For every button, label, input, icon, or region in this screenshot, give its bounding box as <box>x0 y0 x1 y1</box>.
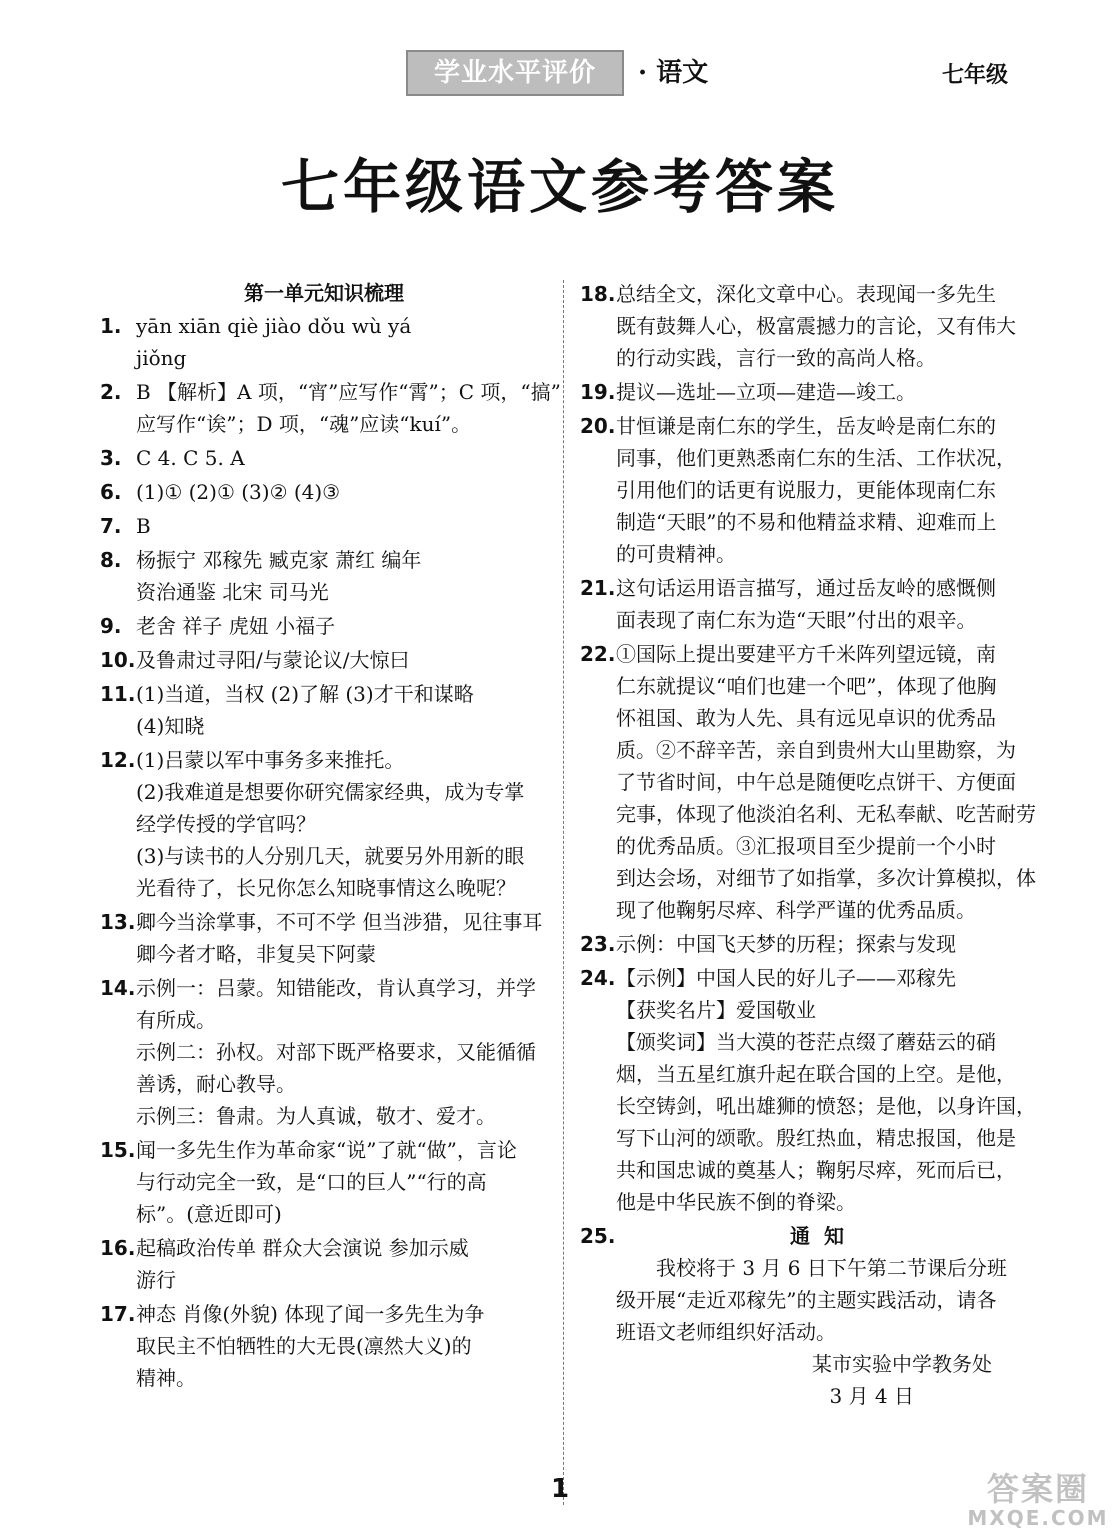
answer-number: 16. <box>100 1236 136 1260</box>
answer-number: 3. <box>100 446 122 470</box>
answer-item <box>580 572 1032 636</box>
answer-line: 【获奖名片】爱国敬业 <box>616 998 816 1022</box>
answer-number: 10. <box>100 648 136 672</box>
right-answer-list <box>580 278 1036 1218</box>
answer-line: 取民主不怕牺牲的大无畏(凛然大义)的 <box>136 1334 472 1358</box>
answer-line: (2)我难道是想要你研究儒家经典，成为专掌 <box>136 780 525 804</box>
answer-line: 他是中华民族不倒的脊梁。 <box>616 1190 856 1214</box>
answer-item <box>100 1232 548 1296</box>
answer-line: 怀祖国、敢为人先、具有远见卓识的优秀品 <box>616 706 996 730</box>
answer-item <box>100 906 548 970</box>
answer-number: 21. <box>580 576 616 600</box>
answer-number: 17. <box>100 1302 136 1326</box>
answer-line: 面表现了南仁东为造“天眼”付出的艰辛。 <box>616 608 977 632</box>
answer-line: B <box>136 514 151 538</box>
notice-line: 我校将于 3 月 6 日下午第二节课后分班 <box>656 1256 1007 1280</box>
answer-item <box>100 476 548 508</box>
answer-number: 12. <box>100 748 136 772</box>
answer-line: 的行动实践，言行一致的高尚人格。 <box>616 346 936 370</box>
answer-line: 光看待了，长兄你怎么知晓事情这么晚呢？ <box>136 876 516 900</box>
left-column <box>100 278 561 1396</box>
answer-line: 仁东就提议“咱们也建一个吧”，体现了他胸 <box>616 674 997 698</box>
answer-item <box>100 1134 548 1230</box>
answer-item <box>100 1298 548 1394</box>
answer-line: 长空铸剑，吼出雄狮的愤怒；是他，以身许国， <box>616 1094 1036 1118</box>
answer-line: 既有鼓舞人心，极富震撼力的言论，又有伟大 <box>616 314 1016 338</box>
answer-line: 杨振宁 邓稼先 臧克家 萧红 编年 <box>136 548 422 572</box>
answer-line: C 4. C 5. A <box>136 446 245 470</box>
answer-line: 制造“天眼”的不易和他精益求精、迎难而上 <box>616 510 997 534</box>
watermark-logo-text: 答案圈 <box>986 1470 1089 1508</box>
notice-line: 班语文老师组织好活动。 <box>616 1320 836 1344</box>
answer-number: 15. <box>100 1138 136 1162</box>
answer-line: 写下山河的颂歌。殷红热血，精忠报国，他是 <box>616 1126 1016 1150</box>
answer-number: 25. <box>580 1224 616 1248</box>
notice-signature: 某市实验中学教务处 <box>812 1352 992 1376</box>
answer-line: 资治通鉴 北宋 司马光 <box>136 580 329 604</box>
answer-number: 22. <box>580 642 616 666</box>
answer-number: 18. <box>580 282 616 306</box>
answer-line: 神态 肖像(外貌) 体现了闻一多先生为争 <box>136 1302 485 1326</box>
series-badge: 学业水平评价 <box>406 50 624 96</box>
page-title: 七年级语文参考答案 <box>280 153 839 221</box>
answer-item <box>580 638 1036 926</box>
answer-line: 善诱，耐心教导。 <box>136 1072 296 1096</box>
answer-line: 及鲁肃过寻阳/与蒙论议/大惊曰 <box>136 648 410 672</box>
answer-number: 20. <box>580 414 616 438</box>
answer-line: ①国际上提出要建平方千米阵列望远镜，南 <box>616 642 996 666</box>
answer-line: 起稿政治传单 群众大会演说 参加示威 <box>136 1236 469 1260</box>
answer-line: yān xiān qiè jiào dǒu wù yá <box>136 314 412 338</box>
answer-line: 有所成。 <box>136 1008 216 1032</box>
subject-label: · 语文 <box>638 58 709 88</box>
answer-line: 卿今当涂掌事，不可不学 但当涉猎，见往事耳 <box>136 910 543 934</box>
answer-item <box>100 744 548 904</box>
answer-item-notice <box>580 1220 1032 1412</box>
answer-number: 2. <box>100 380 122 404</box>
answer-line: 示例一：吕蒙。知错能改，肯认真学习，并学 <box>136 976 536 1000</box>
answer-line: 完事，体现了他淡泊名利、无私奉献、吃苦耐劳 <box>616 802 1036 826</box>
answer-line: 应写作“诶”；D 项，“魂”应读“kuí”。 <box>136 412 472 436</box>
answer-line: (1)① (2)① (3)② (4)③ <box>136 480 341 504</box>
answer-line: 的优秀品质。③汇报项目至少提前一个小时 <box>616 834 996 858</box>
answer-line: jiǒng <box>136 346 187 370</box>
answer-line: 这句话运用语言描写，通过岳友岭的感慨侧 <box>616 576 996 600</box>
answer-line: 的可贵精神。 <box>616 542 736 566</box>
notice-date: 3 月 4 日 <box>829 1384 914 1408</box>
answer-item <box>100 972 548 1132</box>
answer-number: 23. <box>580 932 616 956</box>
answer-line: 游行 <box>136 1268 176 1292</box>
answer-number: 11. <box>100 682 136 706</box>
answer-line: B 【解析】A 项，“宵”应写作“霄”；C 项，“搞” <box>136 380 561 404</box>
answer-item <box>100 644 548 676</box>
answer-item <box>100 376 561 440</box>
answer-line: 了节省时间，中午总是随便吃点饼干、方便面 <box>616 770 1016 794</box>
notice-line: 级开展“走近邓稼先”的主题实践活动，请各 <box>616 1288 997 1312</box>
page-number: 1 <box>550 1474 570 1504</box>
answer-number: 13. <box>100 910 136 934</box>
answer-line: 提议—选址—立项—建造—竣工。 <box>616 380 916 404</box>
answer-item <box>100 310 548 374</box>
answer-line: 总结全文，深化文章中心。表现闻一多先生 <box>616 282 996 306</box>
answer-line: 示例二：孙权。对部下既严格要求，又能循循 <box>136 1040 536 1064</box>
answer-line: 现了他鞠躬尽瘁、科学严谨的优秀品质。 <box>616 898 976 922</box>
answer-line: 示例三：鲁肃。为人真诚，敬才、爱才。 <box>136 1104 496 1128</box>
answer-line: 质。②不辞辛苦，亲自到贵州大山里勘察，为 <box>616 738 1016 762</box>
answer-line: 烟，当五星红旗升起在联合国的上空。是他， <box>616 1062 1016 1086</box>
answer-item <box>580 962 1036 1218</box>
answer-line: 老舍 祥子 虎妞 小福子 <box>136 614 336 638</box>
answer-line: 【示例】中国人民的好儿子——邓稼先 <box>616 966 956 990</box>
column-divider <box>563 280 564 1505</box>
answer-item <box>100 544 548 608</box>
answer-number: 24. <box>580 966 616 990</box>
answer-line: 同事，他们更熟悉南仁东的生活、工作状况， <box>616 446 1016 470</box>
answer-number: 19. <box>580 380 616 404</box>
answer-item <box>100 442 548 474</box>
answer-line: 示例：中国飞天梦的历程；探索与发现 <box>616 932 956 956</box>
answer-item <box>580 278 1032 374</box>
answer-line: (3)与读书的人分别几天，就要另外用新的眼 <box>136 844 525 868</box>
answer-line: 经学传授的学官吗？ <box>136 812 316 836</box>
answer-item <box>100 610 548 642</box>
answer-number: 1. <box>100 314 122 338</box>
section-heading: 第一单元知识梳理 <box>244 281 404 305</box>
answer-number: 8. <box>100 548 122 572</box>
answer-line: (4)知晓 <box>136 714 205 738</box>
answer-number: 7. <box>100 514 122 538</box>
answer-line: 闻一多先生作为革命家“说”了就“做”，言论 <box>136 1138 517 1162</box>
answer-line: 甘恒谦是南仁东的学生，岳友岭是南仁东的 <box>616 414 996 438</box>
answer-item <box>100 678 548 742</box>
answer-number: 14. <box>100 976 136 1000</box>
answer-number: 6. <box>100 480 122 504</box>
left-answer-list <box>100 310 561 1394</box>
site-watermark <box>960 1470 1116 1532</box>
answer-line: 共和国忠诚的奠基人；鞠躬尽瘁，死而后已， <box>616 1158 1016 1182</box>
answer-line: 与行动完全一致，是“口的巨人”“行的高 <box>136 1170 487 1194</box>
answer-item <box>580 928 1032 960</box>
grade-label: 七年级 <box>942 62 1009 88</box>
answer-line: 到达会场，对细节了如指掌，多次计算模拟，体 <box>616 866 1036 890</box>
answer-item <box>100 510 548 542</box>
answer-line: 标”。(意近即可) <box>136 1202 282 1226</box>
answer-line: 【颁奖词】当大漠的苍茫点缀了蘑菇云的硝 <box>616 1030 996 1054</box>
notice-title: 通知 <box>790 1224 858 1248</box>
answer-number: 9. <box>100 614 122 638</box>
answer-line: 精神。 <box>136 1366 196 1390</box>
right-column <box>580 278 1036 1414</box>
answer-item <box>580 410 1032 570</box>
answer-line: 引用他们的话更有说服力，更能体现南仁东 <box>616 478 996 502</box>
watermark-url: MXQE.COM <box>967 1506 1109 1530</box>
answer-line: (1)当道，当权 (2)了解 (3)才干和谋略 <box>136 682 474 706</box>
answer-line: (1)吕蒙以军中事务多来推托。 <box>136 748 405 772</box>
answer-item <box>580 376 1032 408</box>
answer-line: 卿今者才略，非复吴下阿蒙 <box>136 942 376 966</box>
